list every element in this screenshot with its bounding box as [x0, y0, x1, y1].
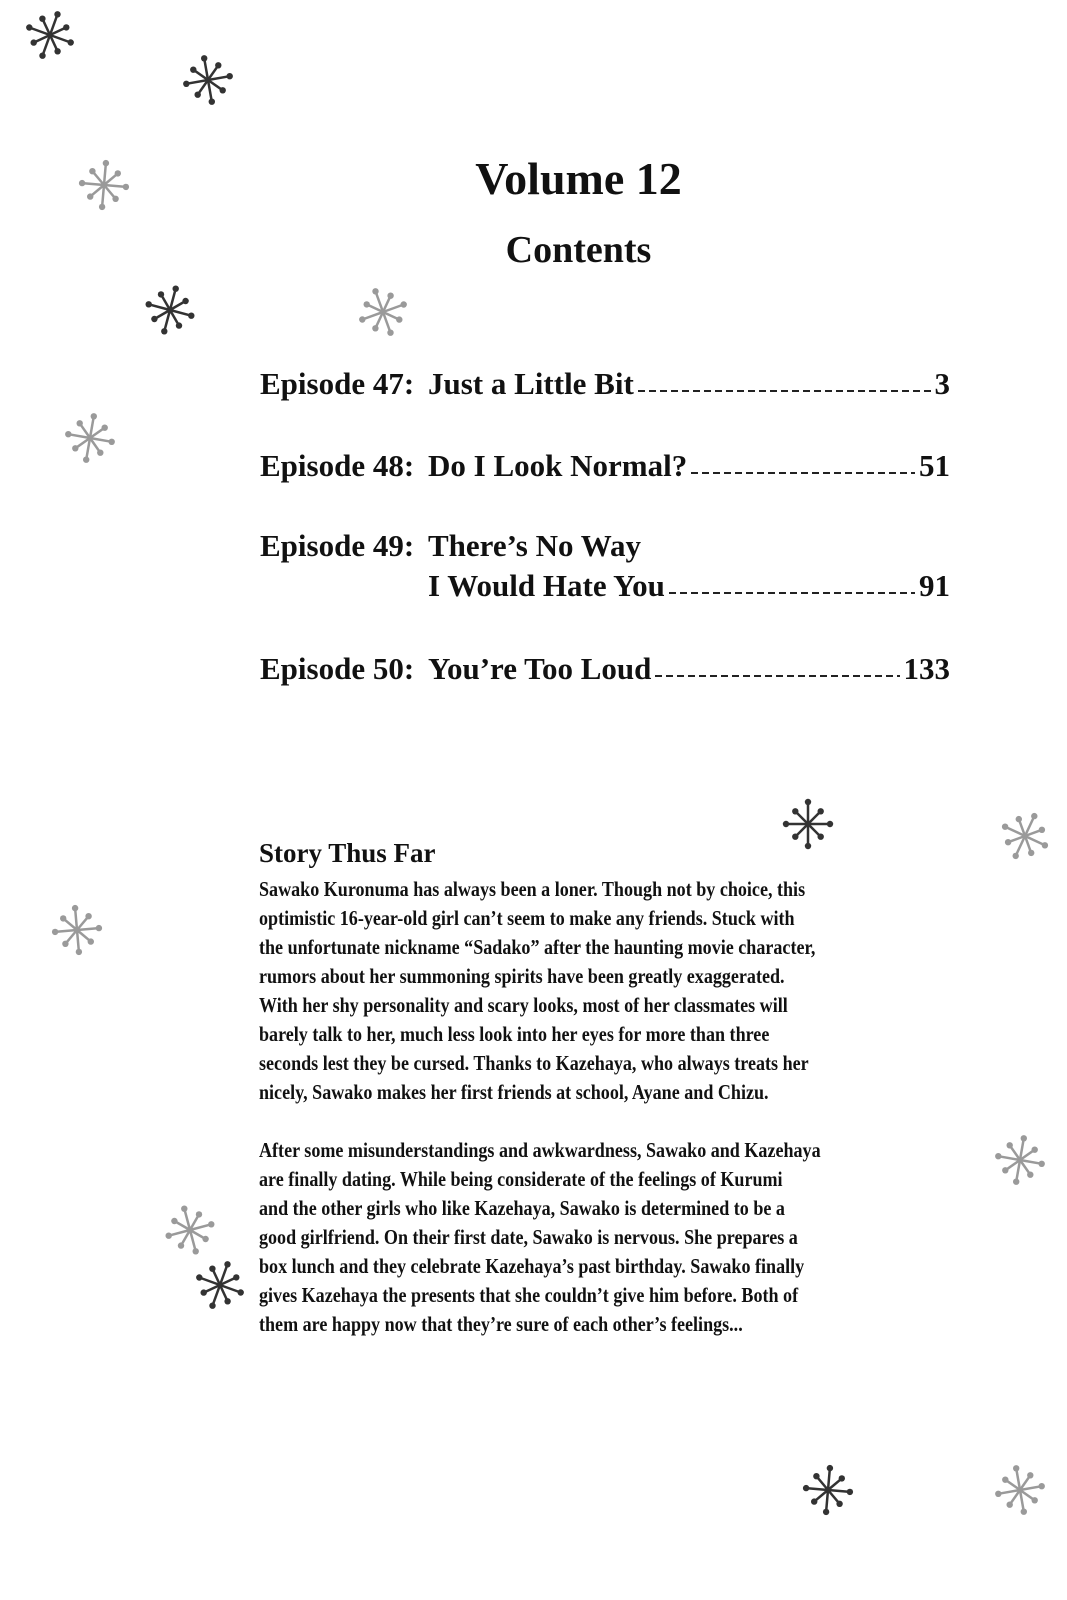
episode-title: Do I Look Normal? [428, 448, 688, 483]
story-line: seconds lest they be cursed. Thanks to Kazehaya, who always treats her [259, 1051, 809, 1075]
snowflake-icon [143, 283, 197, 337]
story-line: gives Kazehaya the presents that she couldn’t give him before. Both of [259, 1283, 799, 1307]
story-paragraph [259, 875, 959, 1107]
story-line: them are happy now that they’re sure of each other’s feelings... [259, 1312, 743, 1336]
story-line: nicely, Sawako makes her first friends at school, Ayane and Chizu. [259, 1080, 769, 1104]
toc-entry[interactable] [260, 651, 950, 691]
page-number: 133 [903, 651, 950, 686]
episode-number: Episode 49: [260, 528, 415, 563]
dot-leader [638, 390, 931, 392]
dot-leader [691, 472, 915, 474]
volume-title: Volume 12 [475, 153, 682, 204]
story-line: box lunch and they celebrate Kazehaya’s past birthday. Sawako finally [259, 1254, 805, 1278]
story-line: Sawako Kuronuma has always been a loner. Though not by choice, this [259, 877, 806, 901]
episode-title: I Would Hate You [428, 568, 665, 603]
episode-number: Episode 48: [260, 448, 415, 483]
episode-title: You’re Too Loud [428, 651, 652, 686]
story-line: good girlfriend. On their first date, Sawako is nervous. She prepares a [259, 1225, 798, 1249]
story-line: barely talk to her, much less look into her eyes for more than three [259, 1022, 770, 1046]
story-paragraph [259, 1136, 959, 1339]
story-line: optimistic 16-year-old girl can’t seem to make any friends. Stuck with [259, 906, 795, 930]
story-line: are finally dating. While being considerate of the feelings of Kurumi [259, 1167, 783, 1191]
toc-entry[interactable] [260, 366, 950, 406]
toc-entry[interactable] [260, 528, 950, 608]
episode-title: There’s No Way [428, 528, 641, 563]
page-number: 51 [919, 448, 950, 483]
contents-heading: Contents [505, 229, 652, 271]
snowflake-icon [23, 8, 77, 62]
story-line: With her shy personality and scary looks, most of her classmates will [259, 993, 788, 1017]
snowflake-icon [356, 285, 410, 339]
snowflake-icon [181, 53, 235, 107]
snowflake-icon [63, 411, 117, 465]
snowflake-icon [993, 1133, 1047, 1187]
story-line: the unfortunate nickname “Sadako” after the haunting movie character, [259, 935, 816, 959]
episode-number: Episode 47: [260, 366, 415, 401]
story-thus-far [259, 838, 959, 1368]
page-number: 91 [919, 568, 950, 603]
snowflake-icon [801, 1463, 855, 1517]
snowflake-icon [163, 1203, 217, 1257]
story-heading: Story Thus Far [259, 838, 436, 868]
page-number: 3 [934, 366, 950, 401]
snowflake-icon [998, 809, 1052, 863]
dot-leader [655, 675, 899, 677]
snowflake-icon [193, 1258, 247, 1312]
episode-number: Episode 50: [260, 651, 415, 686]
dot-leader [669, 592, 915, 594]
snowflake-icon [50, 903, 104, 957]
story-line: rumors about her summoning spirits have been greatly exaggerated. [259, 964, 785, 988]
episode-title: Just a Little Bit [428, 366, 634, 401]
snowflake-icon [993, 1463, 1047, 1517]
story-line: and the other girls who like Kazehaya, Sawako is determined to be a [259, 1196, 785, 1220]
story-line: After some misunderstandings and awkwardness, Sawako and Kazehaya [259, 1138, 821, 1162]
toc-entry[interactable] [260, 448, 950, 488]
